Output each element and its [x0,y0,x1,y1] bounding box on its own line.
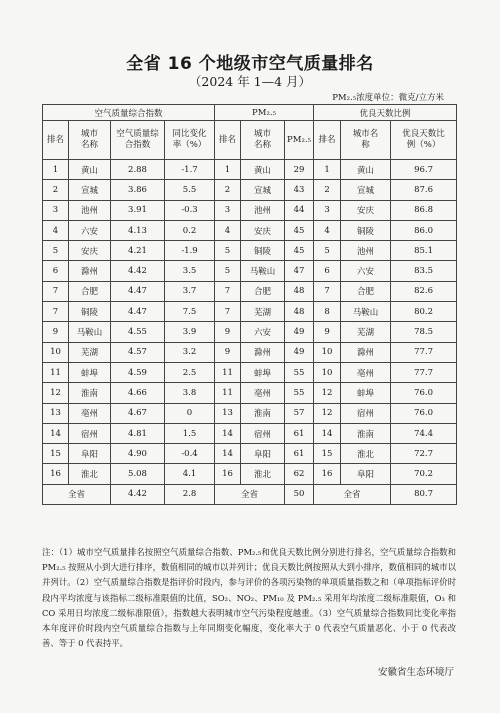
change-cell: 3.8 [165,383,215,403]
city-cell: 六安 [69,220,111,240]
table-row [43,281,457,301]
city-cell: 马鞍山 [341,302,391,322]
rank-cell: 5 [215,261,241,281]
ratio-cell: 80.2 [391,302,457,322]
ratio-cell: 78.5 [391,322,457,342]
rank-cell: 6 [43,261,69,281]
ratio-cell: 76.0 [391,383,457,403]
index-cell: 4.90 [111,444,165,464]
rank-cell: 14 [43,423,69,443]
change-cell: 0.2 [165,220,215,240]
change-cell: -0.3 [165,200,215,220]
pm25-cell: 62 [285,464,314,484]
rank-cell: 10 [43,342,69,362]
index-cell: 4.42 [111,261,165,281]
header-ratio: 优良天数比例（%） [391,121,457,160]
pm25-cell: 55 [285,362,314,382]
footer-pm25: 50 [285,484,314,504]
city-cell: 阜阳 [69,444,111,464]
ratio-cell: 72.7 [391,444,457,464]
rank-cell: 11 [215,383,241,403]
ratio-cell: 96.7 [391,160,457,180]
rank-cell: 16 [43,464,69,484]
rank-cell: 16 [215,464,241,484]
change-cell: 4.1 [165,464,215,484]
city-cell: 黄山 [341,160,391,180]
rank-cell: 13 [43,403,69,423]
table-footer-row [43,484,457,504]
rank-cell: 9 [314,322,341,342]
city-cell: 六安 [241,322,285,342]
pm25-cell: 45 [285,241,314,261]
index-cell: 4.59 [111,362,165,382]
rank-cell: 3 [43,200,69,220]
rank-cell: 11 [43,362,69,382]
ratio-cell: 77.7 [391,362,457,382]
rank-cell: 4 [215,220,241,240]
pm25-cell: 55 [285,383,314,403]
city-cell: 淮南 [241,403,285,423]
ratio-cell: 74.4 [391,423,457,443]
index-cell: 4.55 [111,322,165,342]
city-cell: 宣城 [241,180,285,200]
rank-cell: 3 [314,200,341,220]
change-cell: -0.4 [165,444,215,464]
table-row [43,423,457,443]
change-cell: 3.2 [165,342,215,362]
index-cell: 4.57 [111,342,165,362]
city-cell: 马鞍山 [241,261,285,281]
city-cell: 芜湖 [241,302,285,322]
city-cell: 淮北 [341,444,391,464]
ratio-cell: 83.5 [391,261,457,281]
city-cell: 马鞍山 [69,322,111,342]
ratio-cell: 82.6 [391,281,457,301]
pm25-cell: 48 [285,302,314,322]
pm25-cell: 57 [285,403,314,423]
rank-cell: 7 [43,302,69,322]
footer-label: 全省 [314,484,391,504]
footer-label: 全省 [43,484,111,504]
header-rank: 排名 [43,121,69,160]
change-cell: 3.9 [165,322,215,342]
change-cell: 0 [165,403,215,423]
change-cell: 7.5 [165,302,215,322]
city-cell: 池州 [241,200,285,220]
table-row [43,261,457,281]
rank-cell: 9 [215,342,241,362]
city-cell: 黄山 [69,160,111,180]
rank-cell: 16 [314,464,341,484]
city-cell: 宿州 [241,423,285,443]
city-cell: 阜阳 [341,464,391,484]
rank-cell: 7 [215,281,241,301]
index-cell: 2.88 [111,160,165,180]
rank-cell: 14 [215,423,241,443]
rank-cell: 4 [43,220,69,240]
city-cell: 合肥 [241,281,285,301]
index-cell: 4.21 [111,241,165,261]
table-row [43,160,457,180]
rank-cell: 10 [314,362,341,382]
rank-cell: 2 [215,180,241,200]
rank-cell: 9 [43,322,69,342]
city-cell: 合肥 [341,281,391,301]
index-cell: 3.86 [111,180,165,200]
table-row [43,383,457,403]
rank-cell: 7 [314,281,341,301]
table-row [43,362,457,382]
page-title: 全省 16 个地级市空气质量排名 [126,54,374,74]
rank-cell: 7 [43,281,69,301]
table-row [43,302,457,322]
city-cell: 宿州 [341,403,391,423]
index-cell: 5.08 [111,464,165,484]
city-cell: 蚌埠 [341,383,391,403]
city-cell: 淮北 [241,464,285,484]
header-change: 同比变化率（%） [165,121,215,160]
change-cell: 5.5 [165,180,215,200]
index-cell: 4.67 [111,403,165,423]
change-cell: 3.5 [165,261,215,281]
city-cell: 淮南 [69,383,111,403]
rank-cell: 5 [215,241,241,261]
rank-cell: 5 [43,241,69,261]
index-cell: 3.91 [111,200,165,220]
rank-cell: 12 [43,383,69,403]
city-cell: 蚌埠 [241,362,285,382]
table-body [43,160,457,485]
header-rank: 排名 [215,121,241,160]
pm25-cell: 49 [285,322,314,342]
table-row [43,403,457,423]
rank-cell: 1 [215,160,241,180]
footer-change: 2.8 [165,484,215,504]
ratio-cell: 86.0 [391,220,457,240]
rank-cell: 8 [314,302,341,322]
rank-cell: 1 [314,160,341,180]
rank-cell: 9 [215,322,241,342]
city-cell: 芜湖 [69,342,111,362]
pm25-cell: 49 [285,342,314,362]
table-row [43,444,457,464]
pm25-cell: 61 [285,444,314,464]
ratio-cell: 77.7 [391,342,457,362]
city-cell: 淮南 [341,423,391,443]
city-cell: 池州 [341,241,391,261]
table-row [43,180,457,200]
change-cell: 1.5 [165,423,215,443]
city-cell: 芜湖 [341,322,391,342]
rank-cell: 15 [314,444,341,464]
table-row [43,464,457,484]
footer-label: 全省 [215,484,285,504]
rank-cell: 6 [314,261,341,281]
city-cell: 亳州 [69,403,111,423]
ratio-cell: 70.2 [391,464,457,484]
header-pm25: PM₂.₅ [285,121,314,160]
rank-cell: 10 [314,342,341,362]
unit-note: PM₂.₅浓度单位：微克/立方米 [332,93,444,103]
city-cell: 黄山 [241,160,285,180]
city-cell: 安庆 [341,200,391,220]
rank-cell: 2 [43,180,69,200]
city-cell: 滁州 [69,261,111,281]
rank-cell: 4 [314,220,341,240]
index-cell: 4.81 [111,423,165,443]
ratio-cell: 86.8 [391,200,457,220]
city-cell: 铜陵 [69,302,111,322]
change-cell: 3.7 [165,281,215,301]
city-cell: 宿州 [69,423,111,443]
table-row [43,322,457,342]
header-index: 空气质量综合指数 [111,121,165,160]
header-index-group: 空气质量综合指数 [43,105,215,121]
ratio-cell: 87.6 [391,180,457,200]
rank-cell: 14 [215,444,241,464]
header-city: 城市名称 [341,121,391,160]
index-cell: 4.66 [111,383,165,403]
table-row [43,200,457,220]
page-subtitle: （2024 年 1—4 月） [188,74,312,89]
change-cell: -1.9 [165,241,215,261]
city-cell: 亳州 [341,362,391,382]
pm25-cell: 45 [285,220,314,240]
city-cell: 宣城 [69,180,111,200]
rank-cell: 13 [215,403,241,423]
header-city: 城市名称 [241,121,285,160]
table-row [43,342,457,362]
table-row [43,220,457,240]
rank-cell: 2 [314,180,341,200]
footer-index: 4.42 [111,484,165,504]
table-row [43,241,457,261]
change-cell: -1.7 [165,160,215,180]
rank-cell: 7 [215,302,241,322]
city-cell: 合肥 [69,281,111,301]
city-cell: 宣城 [341,180,391,200]
header-ratio-group: 优良天数比例 [314,105,457,121]
city-cell: 池州 [69,200,111,220]
rank-cell: 15 [43,444,69,464]
city-cell: 淮北 [69,464,111,484]
city-cell: 安庆 [241,220,285,240]
pm25-cell: 44 [285,200,314,220]
ratio-cell: 76.0 [391,403,457,423]
city-cell: 滁州 [341,342,391,362]
rank-cell: 3 [215,200,241,220]
pm25-cell: 61 [285,423,314,443]
index-cell: 4.13 [111,220,165,240]
header-pm25-group: PM₂.₅ [215,105,314,121]
city-cell: 亳州 [241,383,285,403]
issuer: 安徽省生态环境厅 [377,667,454,678]
rank-cell: 1 [43,160,69,180]
index-cell: 4.47 [111,302,165,322]
pm25-cell: 48 [285,281,314,301]
pm25-cell: 47 [285,261,314,281]
rank-cell: 11 [215,362,241,382]
pm25-cell: 29 [285,160,314,180]
change-cell: 2.5 [165,362,215,382]
city-cell: 阜阳 [241,444,285,464]
index-cell: 4.47 [111,281,165,301]
header-rank: 排名 [314,121,341,160]
footer-ratio: 80.7 [391,484,457,504]
city-cell: 六安 [341,261,391,281]
ratio-cell: 85.1 [391,241,457,261]
city-cell: 蚌埠 [69,362,111,382]
rank-cell: 14 [314,423,341,443]
rank-cell: 12 [314,383,341,403]
city-cell: 滁州 [241,342,285,362]
rank-cell: 12 [314,403,341,423]
footnote: 注：（1）城市空气质量排名按照空气质量综合指数、PM₂.₅和优良天数比例分别进行排名，空气质量综合指数和 PM₂.₅ 按照从小到大进行排序，数值相同的城市以并列计；优良天数比例按照从大到小排序，数值相同的城市以并列计。（2）空气质量综合指数是指评价时段内，参与评价的各项污染物的单项质量指数之和（单项指标评价时段内平均浓度与该指标二级标准限值的比值，SO₂、NO₂、PM₁₀ 及 PM₂.₅ 采用年均浓度二级标准限值，O₃ 和 CO 采用日均浓度二级标准限值），指数越大表明城市空气污染程度越重。（3）空气质量综合指数同比变化率指本年度评价时段内空气质量综合指数与上年同期变化幅度，变化率大于 0 代表空气质量恶化、小于 0 代表改善、等于 0 代表持平。 [42,547,456,649]
rank-cell: 5 [314,241,341,261]
city-cell: 安庆 [69,241,111,261]
header-city: 城市名称 [69,121,111,160]
city-cell: 铜陵 [341,220,391,240]
pm25-cell: 43 [285,180,314,200]
ranking-table [42,104,457,505]
city-cell: 铜陵 [241,241,285,261]
